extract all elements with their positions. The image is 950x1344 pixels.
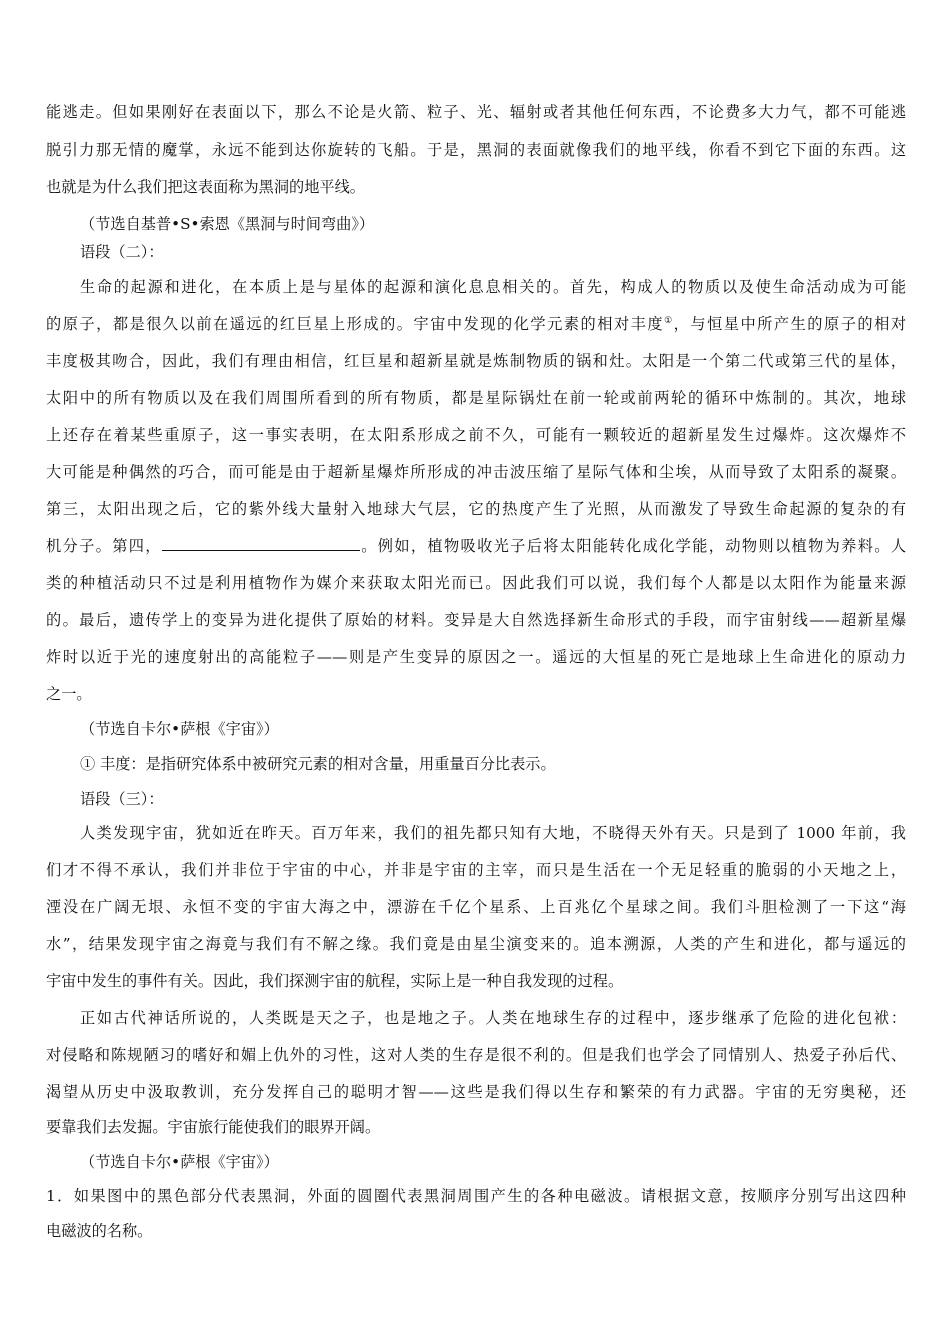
- source-citation: （节选自卡尔•萨根《宇宙》）: [80, 720, 279, 738]
- text-line: [46, 314, 906, 334]
- text-line: 太阳中的所有物质以及在我们周围所看到的所有物质，都是星际锅灶在前一轮或前两轮的循环中炼制的。其次，地球: [46, 389, 906, 407]
- text-line: 正如古代神话所说的，人类既是天之子，也是地之子。人类在地球生存的过程中，逐步继承了危险的进化包袱：: [80, 1009, 906, 1027]
- text-line: 第三，太阳出现之后，它的紫外线大量射入地球大气层，它的热度产生了光照，从而激发了导致生命起源的复杂的有: [46, 500, 906, 518]
- text-line: 能逃走。但如果刚好在表面以下，那么不论是火箭、粒子、光、辐射或者其他任何东西，不论费多大力气，都不可能逃: [46, 103, 906, 121]
- text-span: ，与恒星中所产生的原子的相对: [673, 315, 906, 333]
- source-citation: （节选自基普•S•索恩《黑洞与时间弯曲》）: [80, 215, 375, 233]
- text-line: 脱引力那无情的魔掌，永远不能到达你旋转的飞船。于是，黑洞的表面就像我们的地平线，你看不到它下面的东西。这: [46, 141, 906, 159]
- text-span: 机分子。第四，: [46, 537, 162, 555]
- text-line: 湮没在广阔无垠、永恒不变的宇宙大海之中，漂游在千亿个星系、上百兆亿个星球之间。我们斗胆检测了一下这“海: [46, 898, 906, 916]
- text-line: 宇宙中发生的事件有关。因此，我们探测宇宙的航程，实际上是一种自我发现的过程。: [46, 972, 624, 990]
- text-line: 要靠我们去发掘。宇宙旅行能使我们的眼界开阔。: [46, 1118, 381, 1136]
- text-line: 也就是为什么我们把这表面称为黑洞的地平线。: [46, 178, 365, 196]
- text-line: 大可能是种偶然的巧合，而可能是由于超新星爆炸所形成的冲击波压缩了星际气体和尘埃，从而导致了太阳系的凝聚。: [46, 463, 906, 481]
- text-line: 类的种植活动只不过是利用植物作为媒介来获取太阳光而已。因此我们可以说，我们每个人都是以太阳作为能量来源: [46, 574, 906, 592]
- text-line: 上还存在着某些重原子，这一事实表明，在太阳系形成之前不久，可能有一颗较近的超新星发生过爆炸。这次爆炸不: [46, 426, 906, 444]
- text-line: [46, 536, 906, 556]
- text-line: 水”，结果发现宇宙之海竟与我们有不解之缘。我们竟是由星尘演变来的。追本溯源，人类的产生和进化，都与遥远的: [46, 935, 906, 953]
- text-line: 生命的起源和进化，在本质上是与星体的起源和演化息息相关的。首先，构成人的物质以及使生命活动成为可能: [80, 278, 906, 296]
- text-line: 炸时以近于光的速度射出的高能粒子——则是产生变异的原因之一。遥远的大恒星的死亡是地球上生命进化的原动力: [46, 648, 906, 666]
- source-citation: （节选自卡尔•萨根《宇宙》）: [80, 1153, 279, 1171]
- section-heading-2: 语段（二）：: [80, 243, 164, 261]
- text-line: 之一。: [46, 685, 92, 703]
- text-line: 丰度极其吻合，因此，我们有理由相信，红巨星和超新星就是炼制物质的锅和灶。太阳是一个第二代或第三代的星体，: [46, 352, 906, 370]
- text-line: 人类发现宇宙，犹如近在昨天。百万年来，我们的祖先都只知有大地，不晓得天外有天。只是到了 1000 年前，我: [80, 824, 906, 842]
- footnote: ① 丰度：是指研究体系中被研究元素的相对含量，用重量百分比表示。: [80, 755, 556, 773]
- footnote-marker: ①: [664, 315, 674, 326]
- question-1-line-2: 电磁波的名称。: [46, 1222, 153, 1240]
- section-heading-3: 语段（三）：: [80, 790, 164, 808]
- fill-in-blank[interactable]: [162, 536, 360, 551]
- text-line: 渴望从历史中汲取教训，充分发挥自己的聪明才智——这些是我们得以生存和繁荣的有力武器。宇宙的无穷奥秘，还: [46, 1083, 906, 1101]
- question-1: 1．如果图中的黑色部分代表黑洞，外面的圆圈代表黑洞周围产生的各种电磁波。请根据文意，按顺序分别写出这四种: [46, 1187, 906, 1205]
- text-span: 。例如，植物吸收光子后将太阳能转化成化学能，动物则以植物为养料。人: [359, 537, 906, 555]
- text-span: 的原子，都是很久以前在遥远的红巨星上形成的。宇宙中发现的化学元素的相对丰度: [46, 315, 665, 333]
- text-line: 对侵略和陈规陋习的嗜好和媚上仇外的习性，这对人类的生存是很不利的。但是我们也学会了同情别人、热爱子孙后代、: [46, 1046, 906, 1064]
- text-line: 的。最后，遗传学上的变异为进化提供了原始的材料。变异是大自然选择新生命形式的手段，而宇宙射线——超新星爆: [46, 611, 906, 629]
- text-line: 们才不得不承认，我们并非位于宇宙的中心，并非是宇宙的主宰，而只是生活在一个无足轻重的脆弱的小天地之上，: [46, 861, 906, 879]
